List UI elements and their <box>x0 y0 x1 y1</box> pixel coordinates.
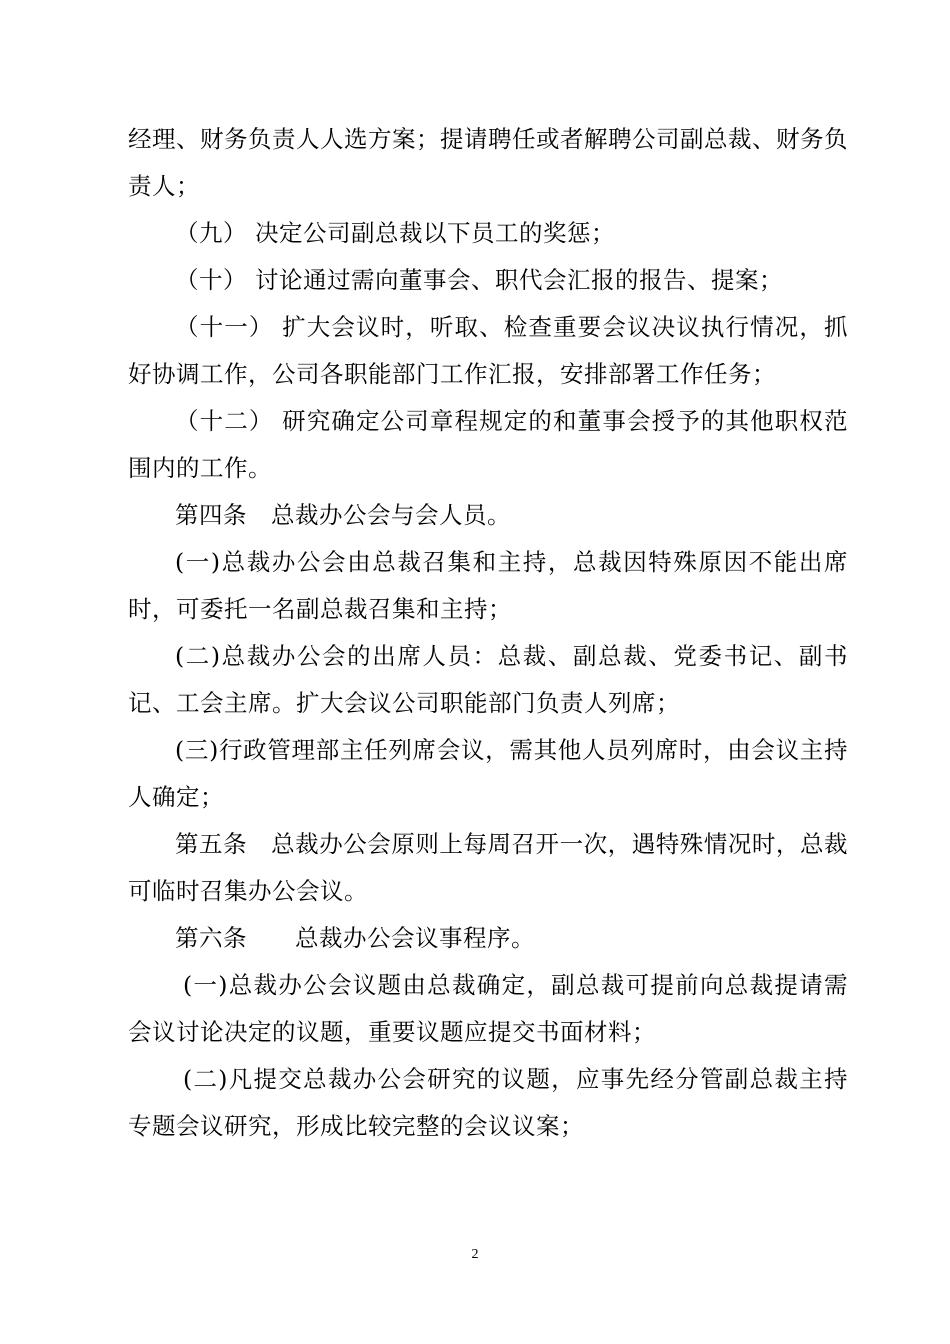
article-5: 第五条 总裁办公会原则上每周召开一次，遇特殊情况时，总裁可临时召集办公会议。 <box>128 830 848 905</box>
paragraph-continuation: 经理、财务负责人人选方案；提请聘任或者解聘公司副总裁、财务负责人； <box>128 125 848 200</box>
article-4-item-2: (二)总裁办公会的出席人员：总裁、副总裁、党委书记、副书记、工会主席。扩大会议公司职能部门负责人列席； <box>128 642 848 717</box>
article-4-item-1: (一)总裁办公会由总裁召集和主持，总裁因特殊原因不能出席时，可委托一名副总裁召集和主持； <box>128 548 848 623</box>
article-4-heading: 第四条 总裁办公会与会人员。 <box>175 501 511 529</box>
body-text <box>128 116 848 1150</box>
paragraph-item-11: （十一） 扩大会议时，听取、检查重要会议决议执行情况，抓好协调工作，公司各职能部门工作汇报，安排部署工作任务； <box>128 313 848 388</box>
paragraph-item-9: （九） 决定公司副总裁以下员工的奖惩； <box>175 219 615 247</box>
paragraph-item-10: （十） 讨论通过需向董事会、职代会汇报的报告、提案； <box>175 266 783 294</box>
page-number: 2 <box>471 1247 479 1262</box>
article-6-heading: 第六条 总裁办公会议事程序。 <box>175 924 535 952</box>
paragraph-item-12: （十二） 研究确定公司章程规定的和董事会授予的其他职权范围内的工作。 <box>128 407 848 482</box>
article-6-item-2: (二)凡提交总裁办公会研究的议题，应事先经分管副总裁主持专题会议研究，形成比较完整的会议议案； <box>128 1065 848 1140</box>
article-6-item-1: (一)总裁办公会议题由总裁确定，副总裁可提前向总裁提请需会议讨论决定的议题，重要议题应提交书面材料； <box>128 971 848 1046</box>
article-4-item-3: (三)行政管理部主任列席会议，需其他人员列席时，由会议主持人确定； <box>128 736 848 811</box>
